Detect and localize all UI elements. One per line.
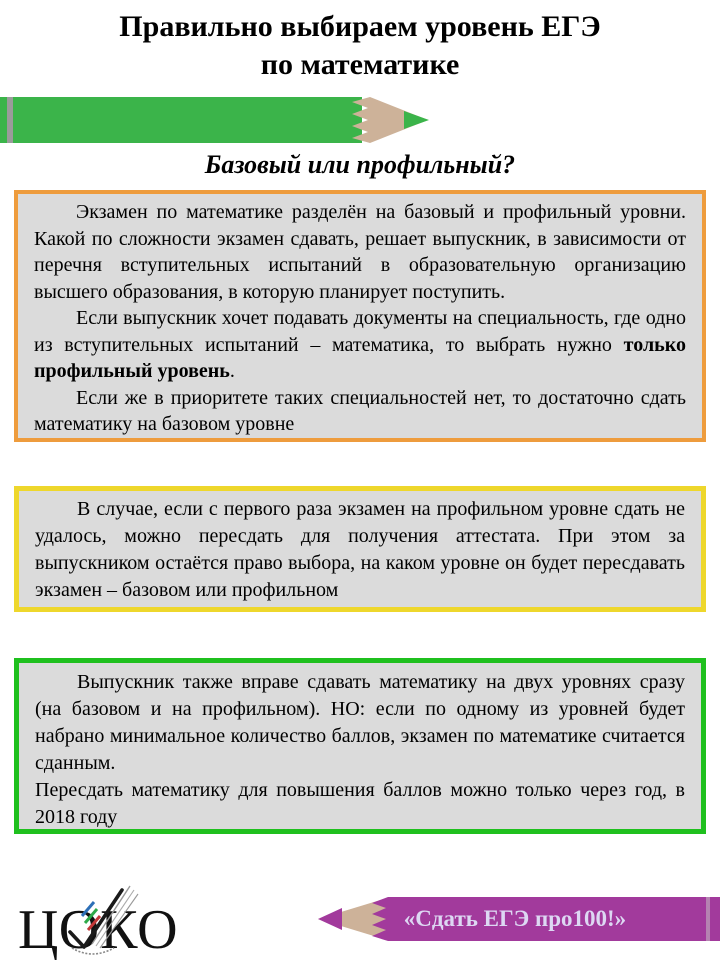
page-title-line2: по математике: [260, 48, 460, 81]
page-title: [0, 8, 720, 84]
slogan-banner-text: «Сдать ЕГЭ про100!»: [403, 906, 627, 931]
orange-paragraph-1: Экзамен по математике разделён на базовый и профильный уровни. Какой по сложности экзамен сдавать, решает выпускник, в зависимости от перечня вступительных испытаний в образовательную организацию высшего образования, в которую планирует поступить.: [34, 201, 686, 303]
tsoko-logo: [18, 899, 193, 960]
page-title-line1: Правильно выбираем уровень ЕГЭ: [119, 10, 601, 43]
green-pencil-icon: [0, 97, 430, 143]
green-paragraph-1: Выпускник также вправе сдавать математику на двух уровнях сразу (на базовом и на профильном). НО: если по одному из уровней будет набрано минимальное количество баллов, экзамен по математике считается сданным.: [35, 671, 685, 774]
orange-paragraph-2-bold: только профильный уровень: [34, 333, 686, 382]
orange-paragraph-2-text: Если выпускник хочет подавать документы на специальность, где одно из вступительных испытаний – математика, то выбрать нужно: [34, 307, 686, 356]
yellow-paragraph-1: В случае, если с первого раза экзамен на профильном уровне сдать не удалось, можно пересдать для получения аттестата. При этом за выпускником остаётся право выбора, на каком уровне он будет пересдавать экзамен – базовом или профильном: [35, 498, 685, 601]
orange-info-box: [14, 190, 706, 442]
green-info-box: [14, 658, 706, 834]
orange-paragraph-2-period: .: [229, 360, 235, 382]
green-paragraph-2: Пересдать математику для повышения баллов можно только через год, в 2018 году: [35, 779, 685, 828]
orange-paragraph-2: [34, 305, 686, 385]
subtitle: Базовый или профильный?: [204, 150, 516, 179]
tsoko-logo-text: ЦОКО: [18, 899, 179, 960]
yellow-info-box: [14, 486, 706, 612]
orange-paragraph-3: Если же в приоритете таких специальностей нет, то достаточно сдать математику на базовом уровне: [34, 386, 686, 435]
pencil-checkmark-icon: [58, 876, 158, 960]
